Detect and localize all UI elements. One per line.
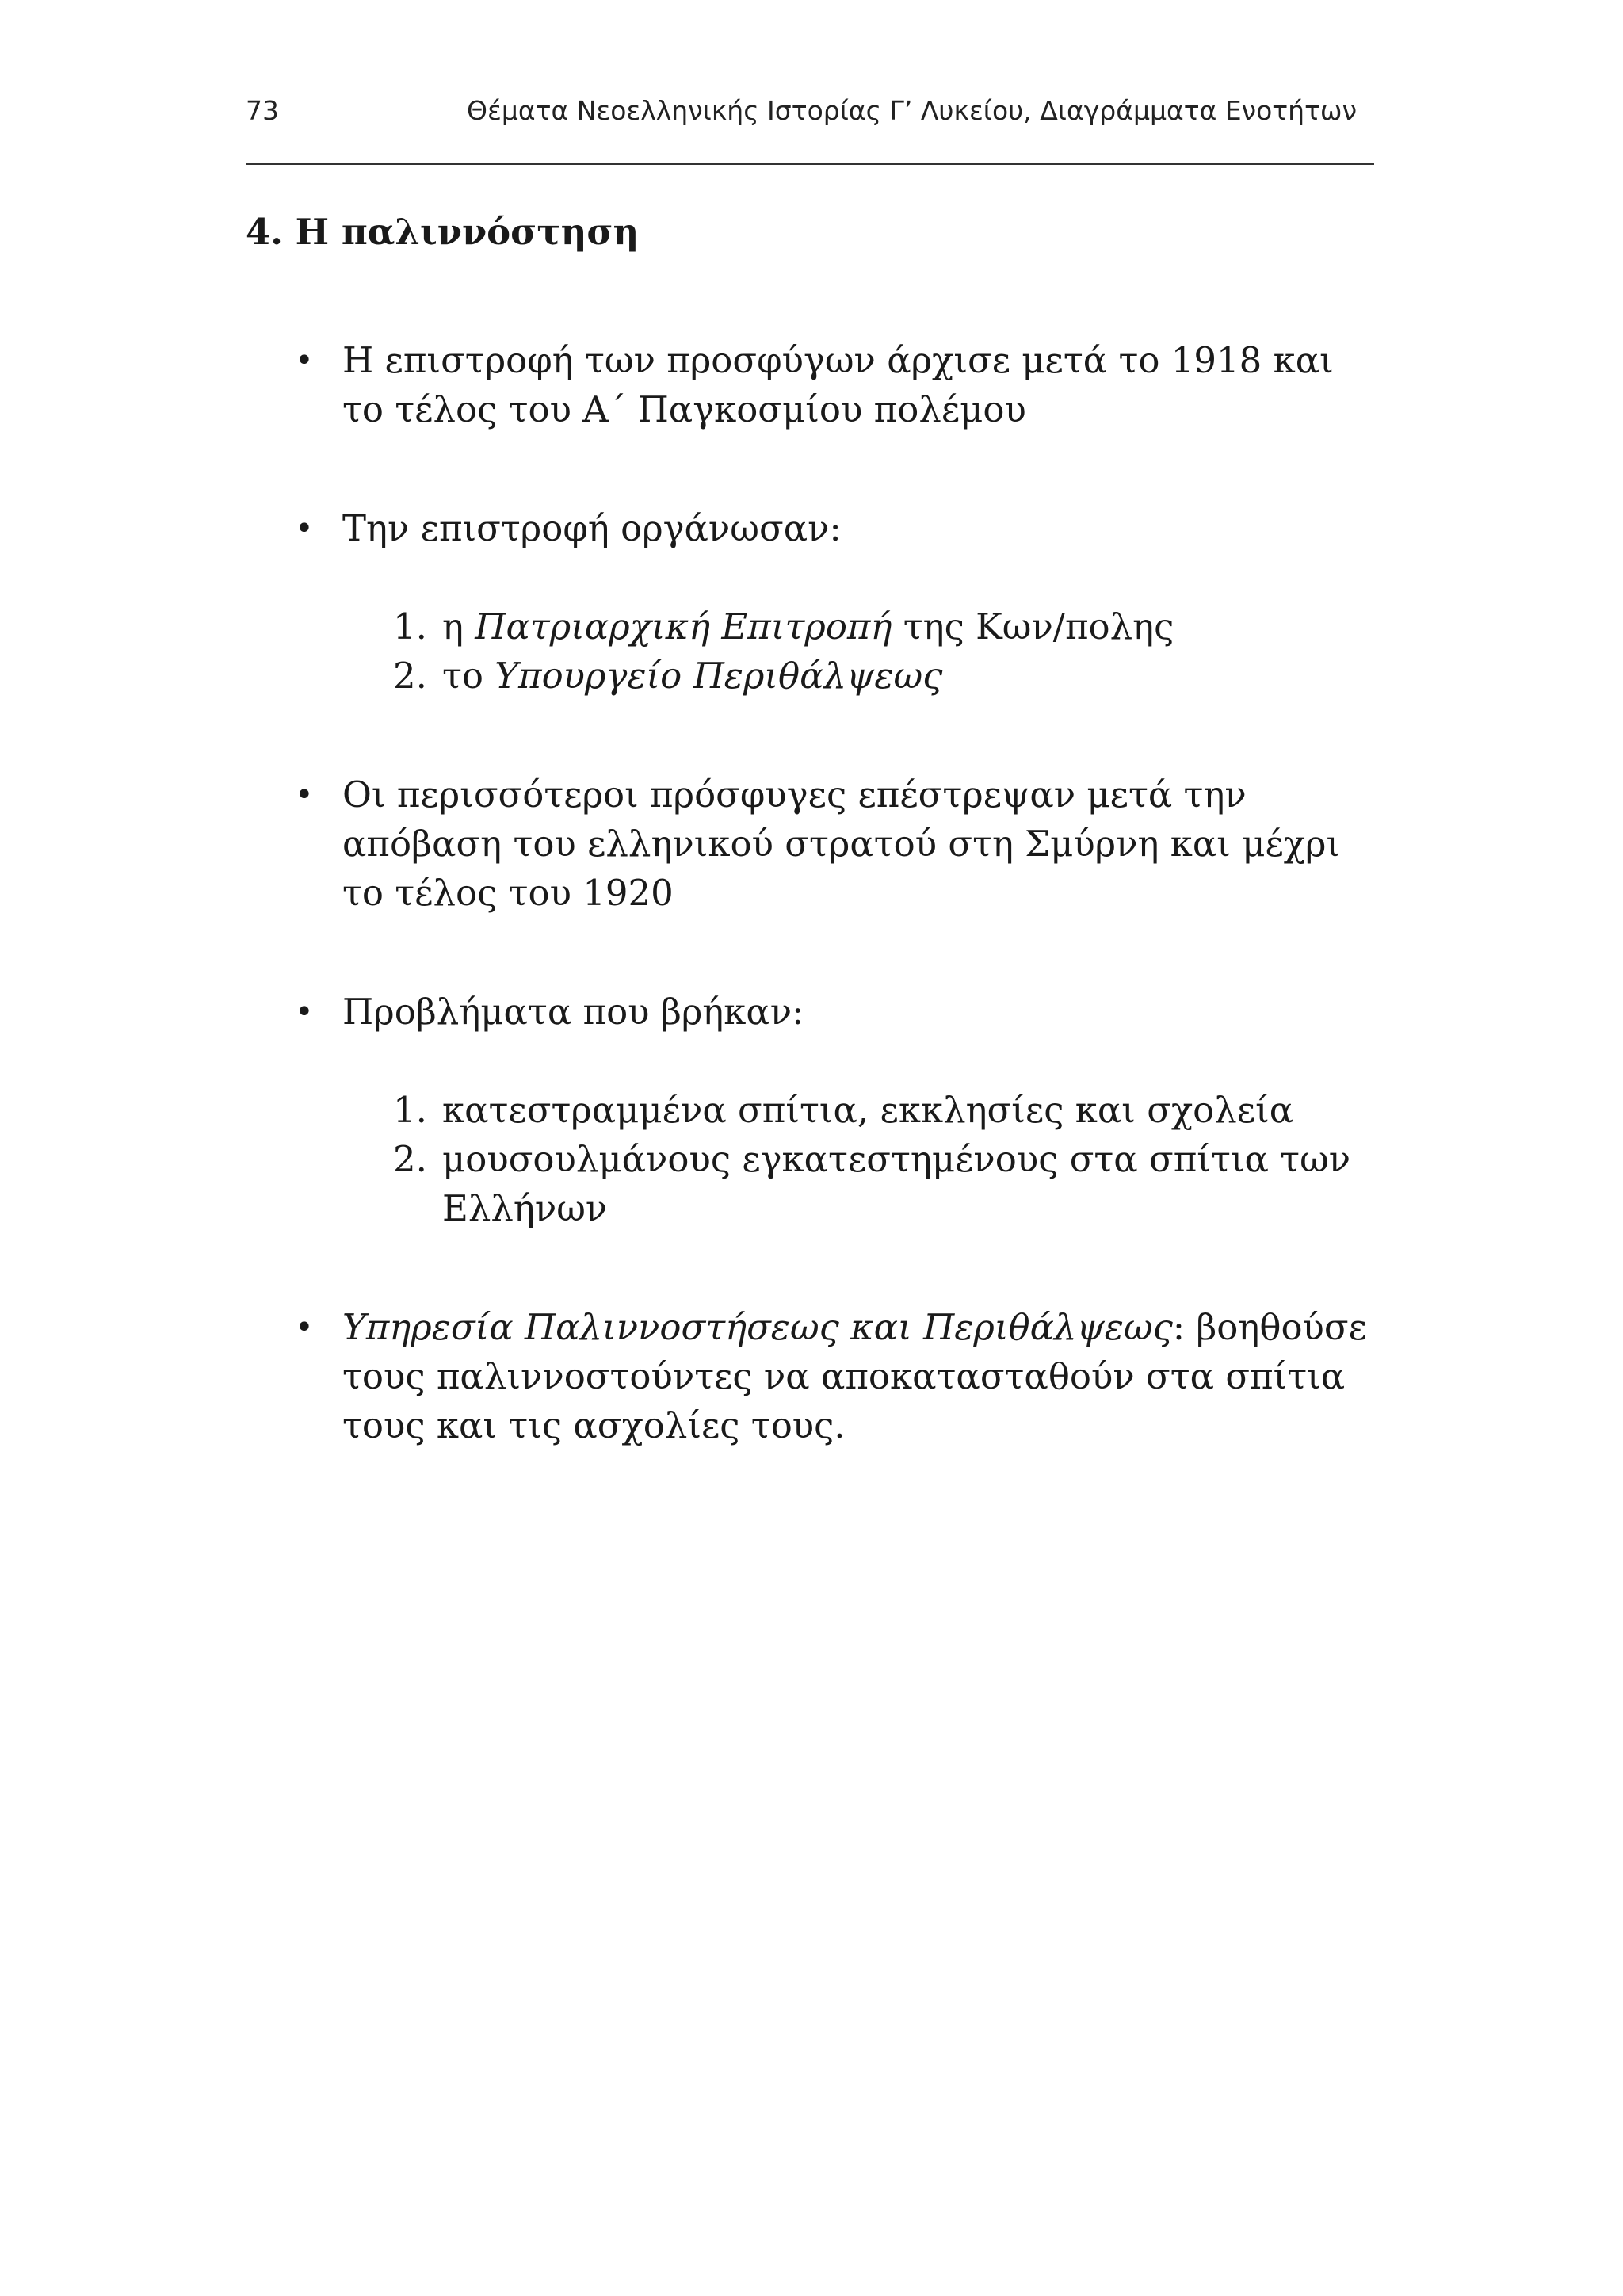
bullet-icon: • (295, 510, 314, 547)
page-number: 73 (246, 95, 279, 126)
bullet-list (246, 770, 1374, 1037)
section-heading: 4. Η παλιννόστηση (246, 211, 640, 253)
list-item (246, 602, 1374, 651)
list-item (246, 1135, 1374, 1233)
bullet-text: Προβλήματα που βρήκαν: (342, 991, 804, 1033)
header-title: Θέματα Νεοελληνικής Ιστορίας Γ’ Λυκείου, Διαγράμματα Ενοτήτων (467, 95, 1357, 126)
running-header (246, 95, 1374, 143)
bullet-icon: • (295, 1309, 314, 1346)
list-text: κατεστραμμένα σπίτια, εκκλησίες και σχολεία (442, 1089, 1294, 1131)
list-text-post: της Κων/πολης (892, 606, 1174, 648)
list-number: 1. (393, 1089, 427, 1131)
list-text-pre: το (442, 655, 495, 697)
list-number: 2. (393, 655, 427, 697)
bullet-item-return-start (246, 336, 1374, 434)
list-number: 2. (393, 1138, 427, 1180)
list-text-italic: Πατριαρχική Επιτροπή (475, 606, 892, 648)
bullet-item-service (246, 1303, 1374, 1450)
list-number: 1. (393, 606, 427, 648)
bullet-text: Την επιστροφή οργάνωσαν: (342, 507, 842, 549)
bullet-icon: • (295, 777, 314, 813)
bullet-text-italic: Υπηρεσία Παλιννοστήσεως και Περιθάλψεως (342, 1306, 1173, 1348)
list-text-italic: Υπουργείο Περιθάλψεως (495, 655, 943, 697)
list-item (246, 1086, 1374, 1135)
bullet-item-organizers (246, 504, 1374, 553)
list-text-pre: η (442, 606, 475, 648)
problems-list (246, 1086, 1374, 1233)
page-content (246, 208, 1374, 1520)
bullet-item-problems (246, 988, 1374, 1037)
list-item (246, 651, 1374, 701)
bullet-list (246, 1303, 1374, 1450)
bullet-text: Η επιστροφή των προσφύγων άρχισε μετά το 1918 και το τέλος του Α΄ Παγκοσμίου πολέμου (342, 339, 1334, 430)
header-divider (246, 163, 1374, 165)
bullet-item-most-returned (246, 770, 1374, 918)
organizers-list (246, 602, 1374, 701)
bullet-text: : βοηθούσε τους παλιννοστούντες να αποκατασταθούν στα σπίτια τους και τις ασχολίες τους. (342, 1306, 1367, 1446)
bullet-icon: • (295, 994, 314, 1030)
bullet-icon: • (295, 342, 314, 379)
list-text: μουσουλμάνους εγκατεστημένους στα σπίτια των Ελλήνων (442, 1138, 1351, 1229)
bullet-text: Οι περισσότεροι πρόσφυγες επέστρεψαν μετά την απόβαση του ελληνικού στρατού στη Σμύρνη και μέχρι το τέλος του 1920 (342, 774, 1341, 914)
bullet-list (246, 336, 1374, 553)
